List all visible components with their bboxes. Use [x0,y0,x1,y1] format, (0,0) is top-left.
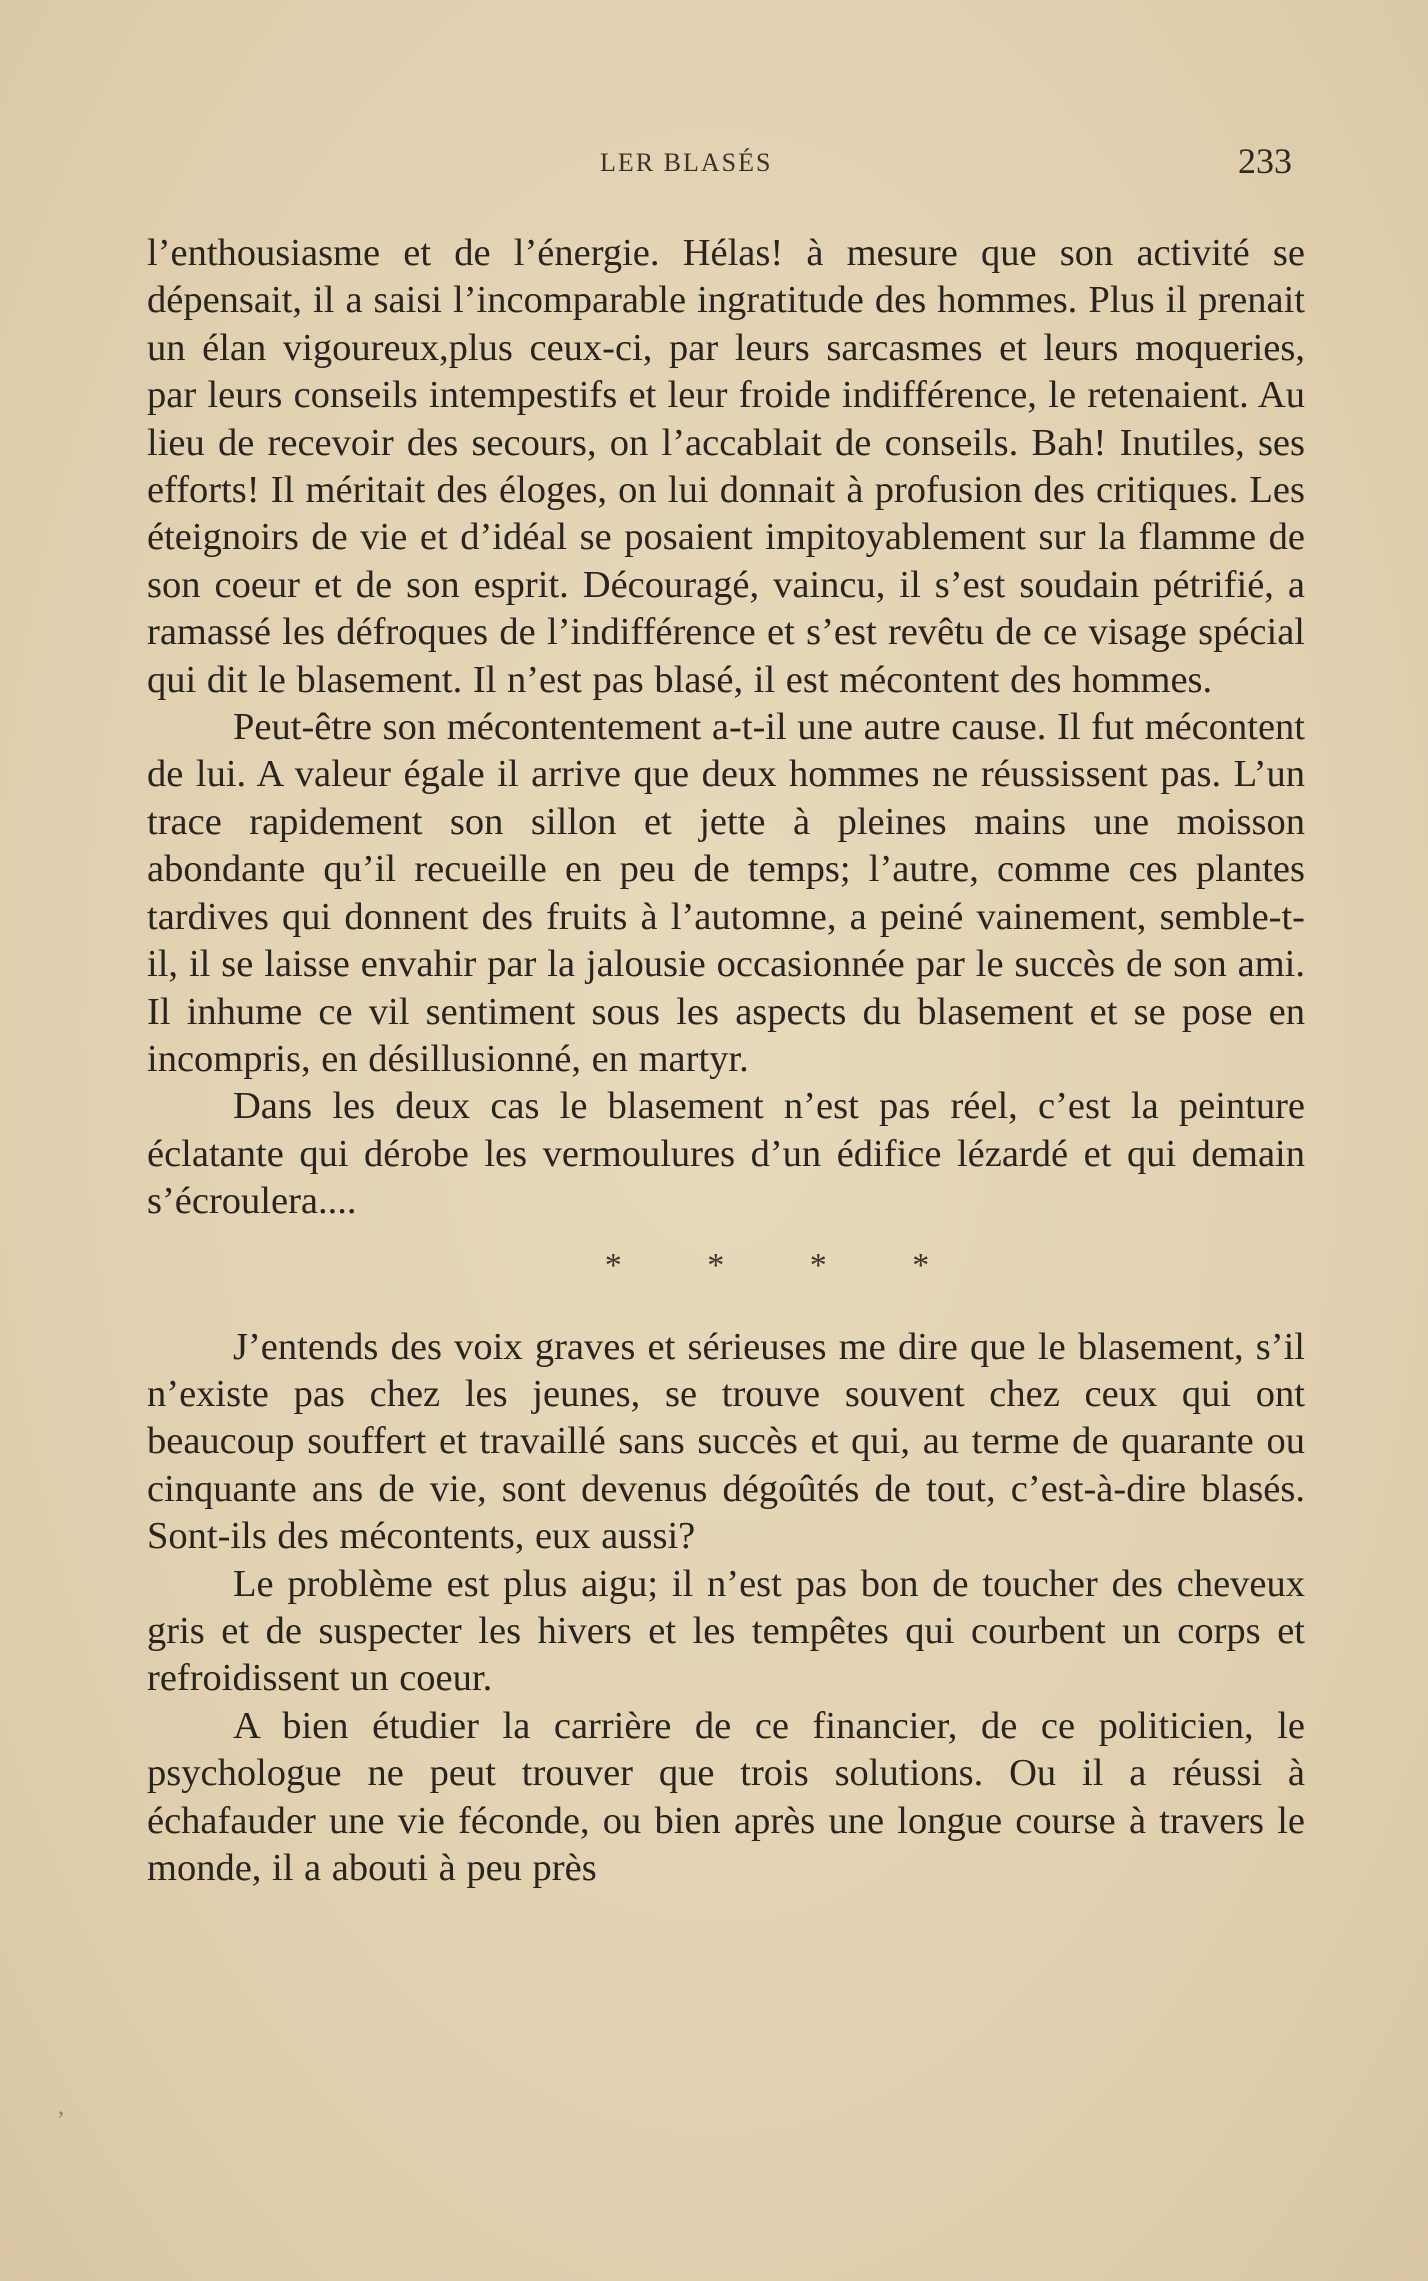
paragraph-4: J’entends des voix graves et sérieuses me dire que le blasement, s’il n’existe pas chez les jeunes, se trouve souvent chez ceux qui ont beaucoup souffert et travaillé sans succès et qui, au terme de quarante ou cinquante ans de vie, sont devenus dégoûtés de tout, c’est-à-dire blasés. Sont-ils des mécontents, eux aussi? [147,1325,1305,1558]
paragraph-2: Peut-être son mécontentement a-t-il une autre cause. Il fut mécontent de lui. A valeur égale il arrive que deux hommes ne réussissent pas. L’un trace rapidement son sillon et jette à pleines mains une moisson abondante qu’il recueille en peu de temps; l’autre, comme ces plantes tardives qui donnent des fruits à l’automne, a peiné vainement, semble-t-il, il se laisse envahir par la jalousie occasionnée par le succès de son ami. Il inhume ce vil sentiment sous les aspects du blasement et se pose en incompris, en désillusionné, en martyr. [147,706,1305,1080]
margin-speck: , [58,2094,64,2120]
running-title: LER BLASÉS [600,148,773,177]
paragraph-1: l’enthousiasme et de l’énergie. Hélas! à mesure que son activité se dépensait, il a saisi l’incomparable ingratitude des hommes. Plus il prenait un élan vigoureux,plus ceux-ci, par leurs sarcasmes et leurs moqueries, par leurs conseils intempestifs et leur froide indifférence, le retenaient. Au lieu de recevoir des secours, on l’accablait de conseils. Bah! Inutiles, ses efforts! Il méritait des éloges, on lui donnait à profusion des critiques. Les éteignoirs de vie et d’idéal se posaient impitoyablement sur la flamme de son coeur et de son esprit. Découragé, vaincu, il s’est soudain pétrifié, a ramassé les défroques de l’indifférence et s’est revêtu de ce visage spécial qui dit le blasement. Il n’est pas blasé, il est mécontent des hommes. [147,232,1305,701]
paragraph-3: Dans les deux cas le blasement n’est pas réel, c’est la peinture éclatante qui dérobe les vermoulures d’un édifice lézardé et qui demain s’écroulera.... [147,1085,1305,1223]
paragraph-5: Le problème est plus aigu; il n’est pas bon de toucher des cheveux gris et de suspecter les hivers et les tempêtes qui courbent un corps et refroidissent un coeur. [147,1562,1305,1700]
page-number: 233 [1238,141,1292,181]
upper-text-block [147,230,1305,1892]
paragraph-6: A bien étudier la carrière de ce financier, de ce politicien, le psychologue ne peut trouver que trois solutions. Ou il a réussi à échafauder une vie féconde, ou bien après une longue course à travers le monde, il a abouti à peu près [147,1704,1305,1889]
section-separator: * * * * [604,1246,968,1284]
